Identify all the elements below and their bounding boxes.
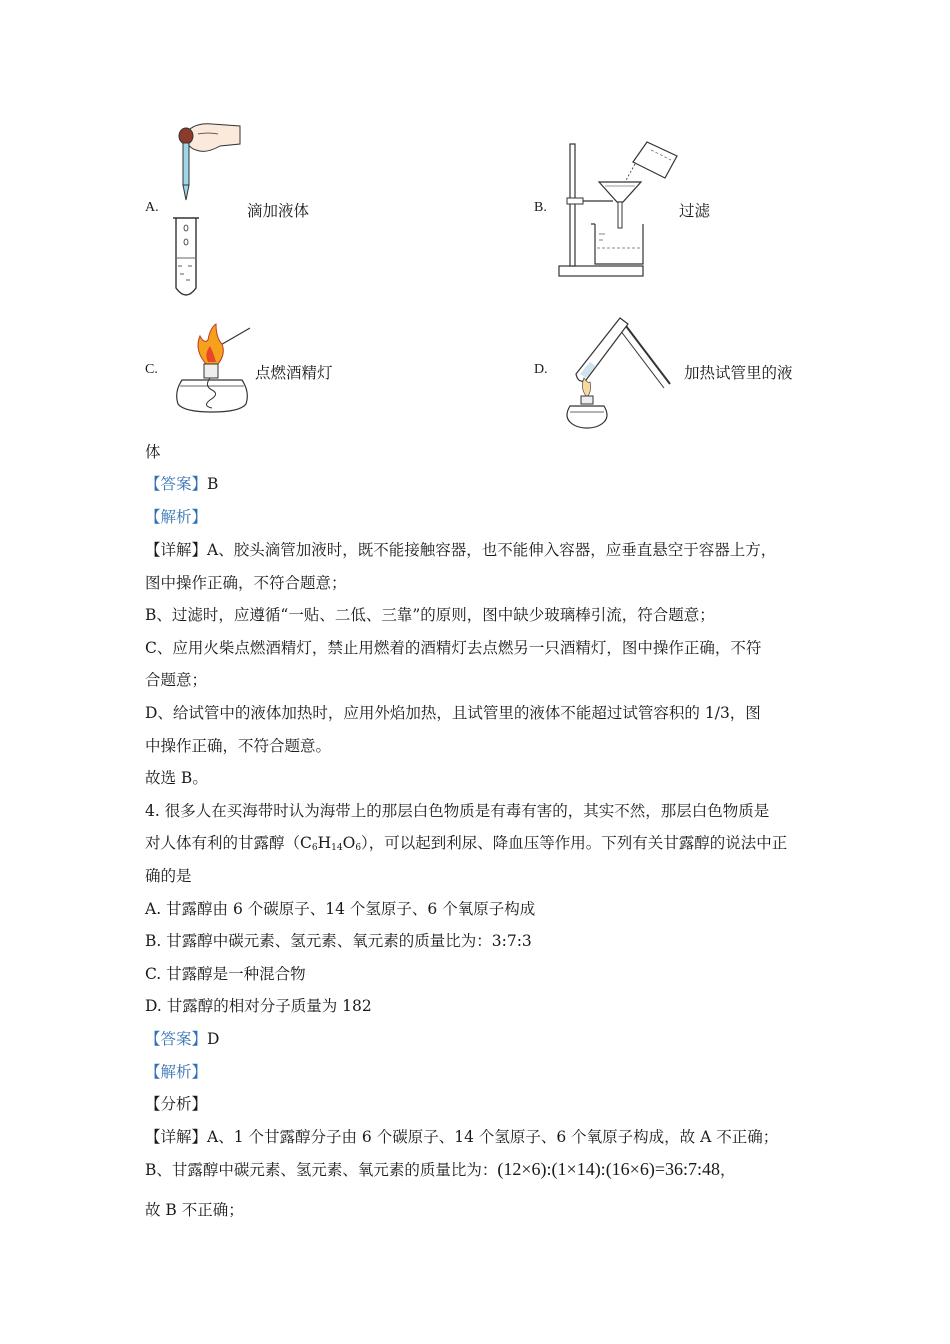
answer-value: B (207, 475, 219, 493)
alcohol-lamp-match-illustration (170, 320, 254, 416)
detail-tag: 【详解】 (145, 1128, 208, 1146)
option-a-label: 滴加液体 (247, 202, 310, 220)
stem-text: ），可以起到利尿、降血压等作用。下列有关甘露醇的说法中正 (361, 834, 788, 852)
filtration-apparatus-illustration (555, 138, 680, 280)
element-symbol: O (342, 834, 356, 852)
q4-detail-line-1 (145, 1125, 778, 1147)
q3-detail-line-2: 图中操作正确，不符合题意； (145, 574, 347, 592)
q4-choice-d: D. 甘露醇的相对分子质量为 182 (145, 997, 372, 1015)
q4-detail-line-3: 故 B 不正确； (145, 1201, 244, 1219)
detail-text: B、甘露醇中碳元素、氢元素、氧元素的质量比为： (145, 1161, 498, 1179)
q4-detail-line-2 (145, 1158, 736, 1180)
heating-test-tube-illustration (566, 312, 676, 430)
q3-detail-line-1 (145, 538, 776, 560)
option-d-label: 加热试管里的液 (684, 364, 793, 382)
q4-fenxi-tag: 【分析】 (145, 1095, 208, 1113)
q4-answer (145, 1027, 219, 1049)
option-c-letter: C. (145, 362, 158, 377)
q4-choice-a: A. 甘露醇由 6 个碳原子、14 个氢原子、6 个氧原子构成 (145, 900, 536, 918)
q3-detail-line-5: 合题意； (145, 671, 208, 689)
detail-text: A、胶头滴管加液时，既不能接触容器，也不能伸入容器，应垂直悬空于容器上方， (207, 541, 777, 559)
dropper-test-tube-illustration (162, 118, 242, 300)
answer-value: D (207, 1030, 220, 1048)
q3-analysis-tag: 【解析】 (145, 508, 208, 526)
detail-tag: 【详解】 (145, 541, 208, 559)
q3-detail-line-3: B、过滤时，应遵循“一贴、二低、三靠”的原则，图中缺少玻璃棒引流，符合题意； (145, 606, 715, 624)
q4-choice-b: B. 甘露醇中碳元素、氢元素、氧元素的质量比为：3:7:3 (145, 932, 532, 950)
q3-detail-line-6: D、给试管中的液体加热时，应用外焰加热，且试管里的液体不能超过试管容积的 1/3，图 (145, 704, 761, 722)
option-d-letter: D. (534, 362, 548, 377)
element-symbol: H (317, 834, 332, 852)
stem-text: 对人体有利的甘露醇（C (145, 834, 312, 852)
subscript: 6 (355, 843, 362, 853)
q4-stem-line-2 (145, 831, 787, 853)
detail-text: ， (719, 1161, 736, 1179)
subscript: 6 (311, 843, 318, 853)
option-b-label: 过滤 (679, 202, 711, 220)
q4-analysis-tag: 【解析】 (145, 1063, 208, 1081)
option-c-label: 点燃酒精灯 (255, 364, 333, 382)
q3-detail-line-4: C、应用火柴点燃酒精灯，禁止用燃着的酒精灯去点燃另一只酒精灯，图中操作正确，不符 (145, 639, 762, 657)
detail-text: A、1 个甘露醇分子由 6 个碳原子、14 个氢原子、6 个氧原子构成，故 A 不正确； (207, 1128, 779, 1146)
q4-stem-line-1: 4. 很多人在买海带时认为海带上的那层白色物质是有毒有害的，其实不然，那层白色物质是 (145, 802, 770, 820)
q4-choice-c: C. 甘露醇是一种混合物 (145, 965, 306, 983)
mass-ratio-formula: (12×6):(1×14):(16×6)=36:7:48 (497, 1159, 720, 1179)
subscript: 14 (331, 843, 343, 853)
option-b-letter: B. (534, 200, 547, 215)
option-a-letter: A. (145, 200, 159, 215)
q3-conclusion: 故选 B。 (145, 769, 208, 787)
answer-tag: 【答案】 (145, 1030, 208, 1048)
q3-detail-line-7: 中操作正确，不符合题意。 (145, 737, 332, 755)
option-d-label-wrap: 体 (145, 443, 161, 461)
q4-stem-line-3: 确的是 (145, 867, 192, 885)
q3-answer (145, 472, 218, 494)
answer-tag: 【答案】 (145, 475, 208, 493)
